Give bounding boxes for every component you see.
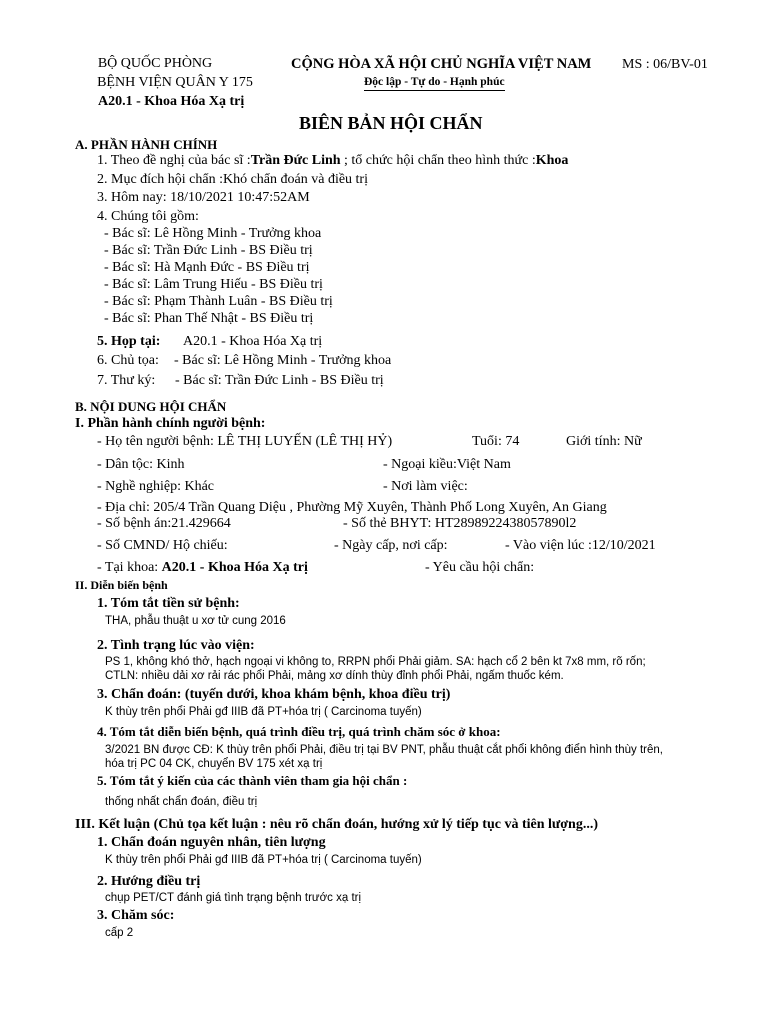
- diagnosis-heading: 3. Chẩn đoán: (tuyến dưới, khoa khám bệnh, khoa điều trị): [97, 687, 451, 702]
- member-item: - Bác sĩ: Trần Đức Linh - BS Điều trị: [104, 243, 313, 258]
- admission-date: - Vào viện lúc :12/10/2021: [505, 538, 656, 553]
- treatment-text: chụp PET/CT đánh giá tình trạng bệnh trước xạ trị: [105, 892, 362, 904]
- members-heading: 4. Chúng tôi gồm:: [97, 209, 199, 224]
- chair-label: 6. Chủ tọa:: [97, 353, 159, 368]
- form-code: MS : 06/BV-01: [622, 57, 708, 72]
- ward-line: [97, 560, 308, 576]
- consult-request: - Yêu cầu hội chẩn:: [425, 560, 535, 575]
- member-item: - Bác sĩ: Lê Hồng Minh - Trưởng khoa: [104, 226, 322, 241]
- patient-foreign: - Ngoại kiều:Việt Nam: [383, 457, 511, 472]
- progress-summary-heading: 4. Tóm tắt diễn biến bệnh, quá trình điều trị, quá trình chăm sóc ở khoa:: [97, 724, 501, 739]
- patient-admin-heading: I. Phần hành chính người bệnh:: [75, 416, 266, 431]
- meeting-place-label-text: 5. Họp tại:: [97, 334, 161, 349]
- request-line: [97, 153, 568, 169]
- member-item: - Bác sĩ: Phạm Thành Luân - BS Điều trị: [104, 294, 333, 309]
- care-text: cấp 2: [105, 927, 134, 939]
- opinions-heading: 5. Tóm tắt ý kiến của các thành viên tham gia hội chẩn :: [97, 773, 408, 788]
- consult-form: Khoa: [535, 153, 569, 168]
- motto: Độc lập - Tự do - Hạnh phúc: [364, 76, 505, 91]
- request-mid: ; tổ chức hội chẩn theo hình thức :: [340, 153, 536, 168]
- id-card: - Số CMND/ Hộ chiếu:: [97, 538, 228, 553]
- care-heading: 3. Chăm sóc:: [97, 908, 175, 923]
- admission-status-text-1: PS 1, không khó thở, hạch ngoại vi không to, RRPN phổi Phải giảm. SA: hạch cổ 2 bên kt 7x8 mm, rõ rốn;: [105, 656, 646, 668]
- section-a-heading: A. PHẦN HÀNH CHÍNH: [75, 137, 218, 152]
- meeting-place-value: A20.1 - Khoa Hóa Xạ trị: [183, 334, 323, 349]
- insurance-number: - Số thẻ BHYT: HT2898922438057890l2: [343, 516, 577, 531]
- secretary-value: - Bác sĩ: Trần Đức Linh - BS Điều trị: [175, 373, 384, 388]
- purpose-line: 2. Mục đích hội chẩn :Khó chẩn đoán và điều trị: [97, 172, 368, 187]
- issue-info: - Ngày cấp, nơi cấp:: [334, 538, 448, 553]
- conclusion-heading: III. Kết luận (Chủ tọa kết luận : nêu rõ chẩn đoán, hướng xử lý tiếp tục và tiên lượng...): [75, 817, 598, 832]
- member-item: - Bác sĩ: Hà Mạnh Đức - BS Điều trị: [104, 260, 310, 275]
- admission-status-text-2: CTLN: nhiều dải xơ rải rác phổi Phải, mảng xơ dính thùy đỉnh phổi Phải, ngấm thuốc kém.: [105, 670, 564, 682]
- section-b-heading: B. NỘI DUNG HỘI CHẨN: [75, 399, 227, 414]
- requesting-doctor: Trần Đức Linh: [250, 153, 341, 168]
- patient-name: - Họ tên người bệnh: LÊ THỊ LUYẾN (LÊ THỊ HỶ): [97, 434, 393, 449]
- page-title: BIÊN BẢN HỘI CHẨN: [299, 113, 483, 133]
- history-heading: 1. Tóm tắt tiền sử bệnh:: [97, 596, 240, 611]
- ward-label: - Tại khoa:: [97, 560, 162, 575]
- patient-gender: Giới tính: Nữ: [566, 434, 642, 449]
- request-prefix: 1. Theo đề nghị của bác sĩ :: [97, 153, 251, 168]
- ward-value: A20.1 - Khoa Hóa Xạ trị: [161, 560, 308, 575]
- treatment-heading: 2. Hướng điều trị: [97, 874, 201, 889]
- patient-occupation: - Nghề nghiệp: Khác: [97, 479, 215, 494]
- disease-progress-heading: II. Diễn biến bệnh: [75, 578, 168, 592]
- patient-ethnicity: - Dân tộc: Kinh: [97, 457, 185, 472]
- patient-address: - Địa chỉ: 205/4 Trần Quang Diệu , Phường Mỹ Xuyên, Thành Phố Long Xuyên, An Giang: [97, 500, 607, 515]
- cause-heading: 1. Chẩn đoán nguyên nhân, tiên lượng: [97, 835, 326, 850]
- admission-status-heading: 2. Tình trạng lúc vào viện:: [97, 638, 255, 653]
- diagnosis-text: K thùy trên phổi Phải gđ IIIB đã PT+hóa trị ( Carcinoma tuyến): [105, 706, 422, 718]
- date-line: 3. Hôm nay: 18/10/2021 10:47:52AM: [97, 190, 310, 205]
- secretary-label: 7. Thư ký:: [97, 373, 156, 388]
- patient-workplace: - Nơi làm việc:: [383, 479, 468, 494]
- meeting-place-label: [97, 334, 160, 350]
- member-item: - Bác sĩ: Phan Thế Nhật - BS Điều trị: [104, 311, 314, 326]
- progress-summary-text-2: hóa trị PC 04 CK, chuyển BV 175 xét xạ trị: [105, 758, 323, 770]
- progress-summary-text-1: 3/2021 BN được CĐ: K thùy trên phổi Phải, điều trị tại BV PNT, phẫu thuật cắt phổi không điển hình thùy trên,: [105, 744, 663, 756]
- chair-value: - Bác sĩ: Lê Hồng Minh - Trưởng khoa: [174, 353, 392, 368]
- opinions-text: thống nhất chẩn đoán, điều trị: [105, 796, 258, 808]
- history-text: THA, phẫu thuật u xơ tử cung 2016: [105, 615, 286, 627]
- record-number: - Số bệnh án:21.429664: [97, 516, 231, 531]
- ministry-name: BỘ QUỐC PHÒNG: [97, 56, 213, 71]
- department-name: A20.1 - Khoa Hóa Xạ trị: [98, 94, 245, 109]
- hospital-name: BỆNH VIỆN QUÂN Y 175: [97, 75, 253, 90]
- cause-text: K thùy trên phổi Phải gđ IIIB đã PT+hóa trị ( Carcinoma tuyến): [105, 854, 422, 866]
- member-item: - Bác sĩ: Lâm Trung Hiếu - BS Điều trị: [104, 277, 323, 292]
- country-name: CỘNG HÒA XÃ HỘI CHỦ NGHĨA VIỆT NAM: [291, 56, 592, 72]
- patient-age: Tuổi: 74: [472, 434, 520, 449]
